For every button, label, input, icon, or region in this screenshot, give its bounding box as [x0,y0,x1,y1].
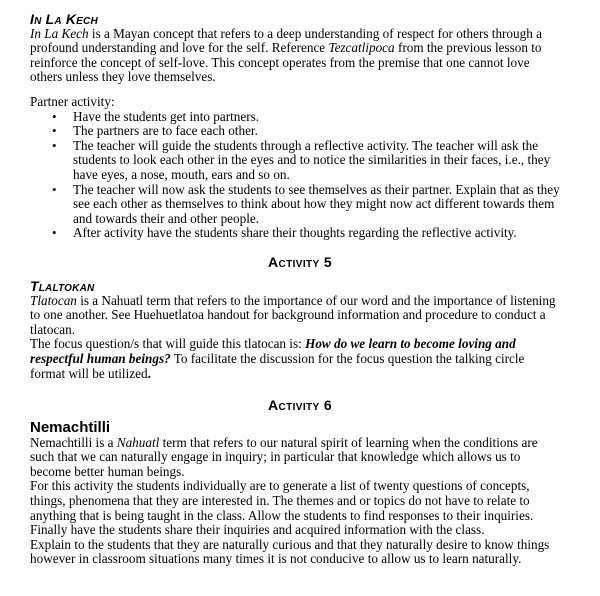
partner-activity [30,95,562,241]
nahuatl-term: Nahuatl [116,434,160,450]
in-la-kech-paragraph: In La Kech is a Mayan concept that refers to a deep understanding of respect for others through a profound understanding and love for the self. Reference Tezcatlipoca from the previous lesson to reinforce the concept of self-love. This concept operates from the premise that one cannot love others unless they love themselves. [30,25,542,85]
focus-question: How do we learn to become loving and respectful human beings? [30,336,516,366]
nemachtilli-heading: Nemachtilli [30,419,111,436]
nemachtilli-section [30,421,562,567]
in-la-kech-term: In La Kech [30,25,89,41]
tlaltokan-section [30,279,562,381]
list-item: • The teacher will guide the students through a reflective activity. The teacher will ask the students to look each other in the eyes and to notice the similarities in their faces, i.e., they have eyes, a nose, mouth, ears and so on. [30,139,562,183]
tezcatlipoca-ref: Tezcatlipoca [328,40,395,56]
nemachtilli-paragraph-3: Explain to the students that they are naturally curious and that they naturally desire to know things however in classroom situations many times it is not conducive to allow us to learn naturally. [30,536,550,567]
nemachtilli-paragraph-2: For this activity the students individually are to generate a list of twenty questions of concepts, things, phenomena that they are interested in. The themes and or topics do not have to relate to anything that is being taught in the class. Allow the students to find responses to their inquiries. Finally have the students share their inquiries and acquired information with the class. [30,478,534,538]
tlaltokan-paragraph: Tlatocan is a Nahuatl term that refers to the importance of our word and the importance of listening to one another. See Huehuetlatoa handout for background information and procedure to conduct a tlatocan. [30,292,556,337]
partner-activity-list [30,110,562,241]
in-la-kech-heading: In La Kech [30,11,98,27]
list-item: • The teacher will now ask the students to see themselves as their partner. Explain that as they see each other as themselves to think about how they might now act different towards them and towards their and other people. [30,183,562,227]
list-item: • Have the students get into partners. [30,110,562,125]
list-item: • After activity have the students share their thoughts regarding the reflective activity. [30,226,562,241]
partner-activity-label: Partner activity: [30,94,115,109]
in-la-kech-section [30,12,562,85]
list-item: • The partners are to face each other. [30,124,562,139]
activity-5-title: Activity 5 [267,254,333,270]
nemachtilli-paragraph-1: Nemachtilli is a Nahuatl term that refers to our natural spirit of learning when the conditions are such that we can naturally engage in inquiry; in particular that knowledge which allows us to become better human beings. [30,434,538,479]
focus-question-paragraph: The focus question/s that will guide this tlatocan is: How do we learn to become loving and respectful human beings? To facilitate the discussion for the focus question the talking circle format will be utilized. [30,336,525,381]
tlaltokan-heading: Tlaltokan [30,278,95,294]
activity-6-title: Activity 6 [267,397,333,413]
tlatocan-term: Tlatocan [30,292,77,308]
